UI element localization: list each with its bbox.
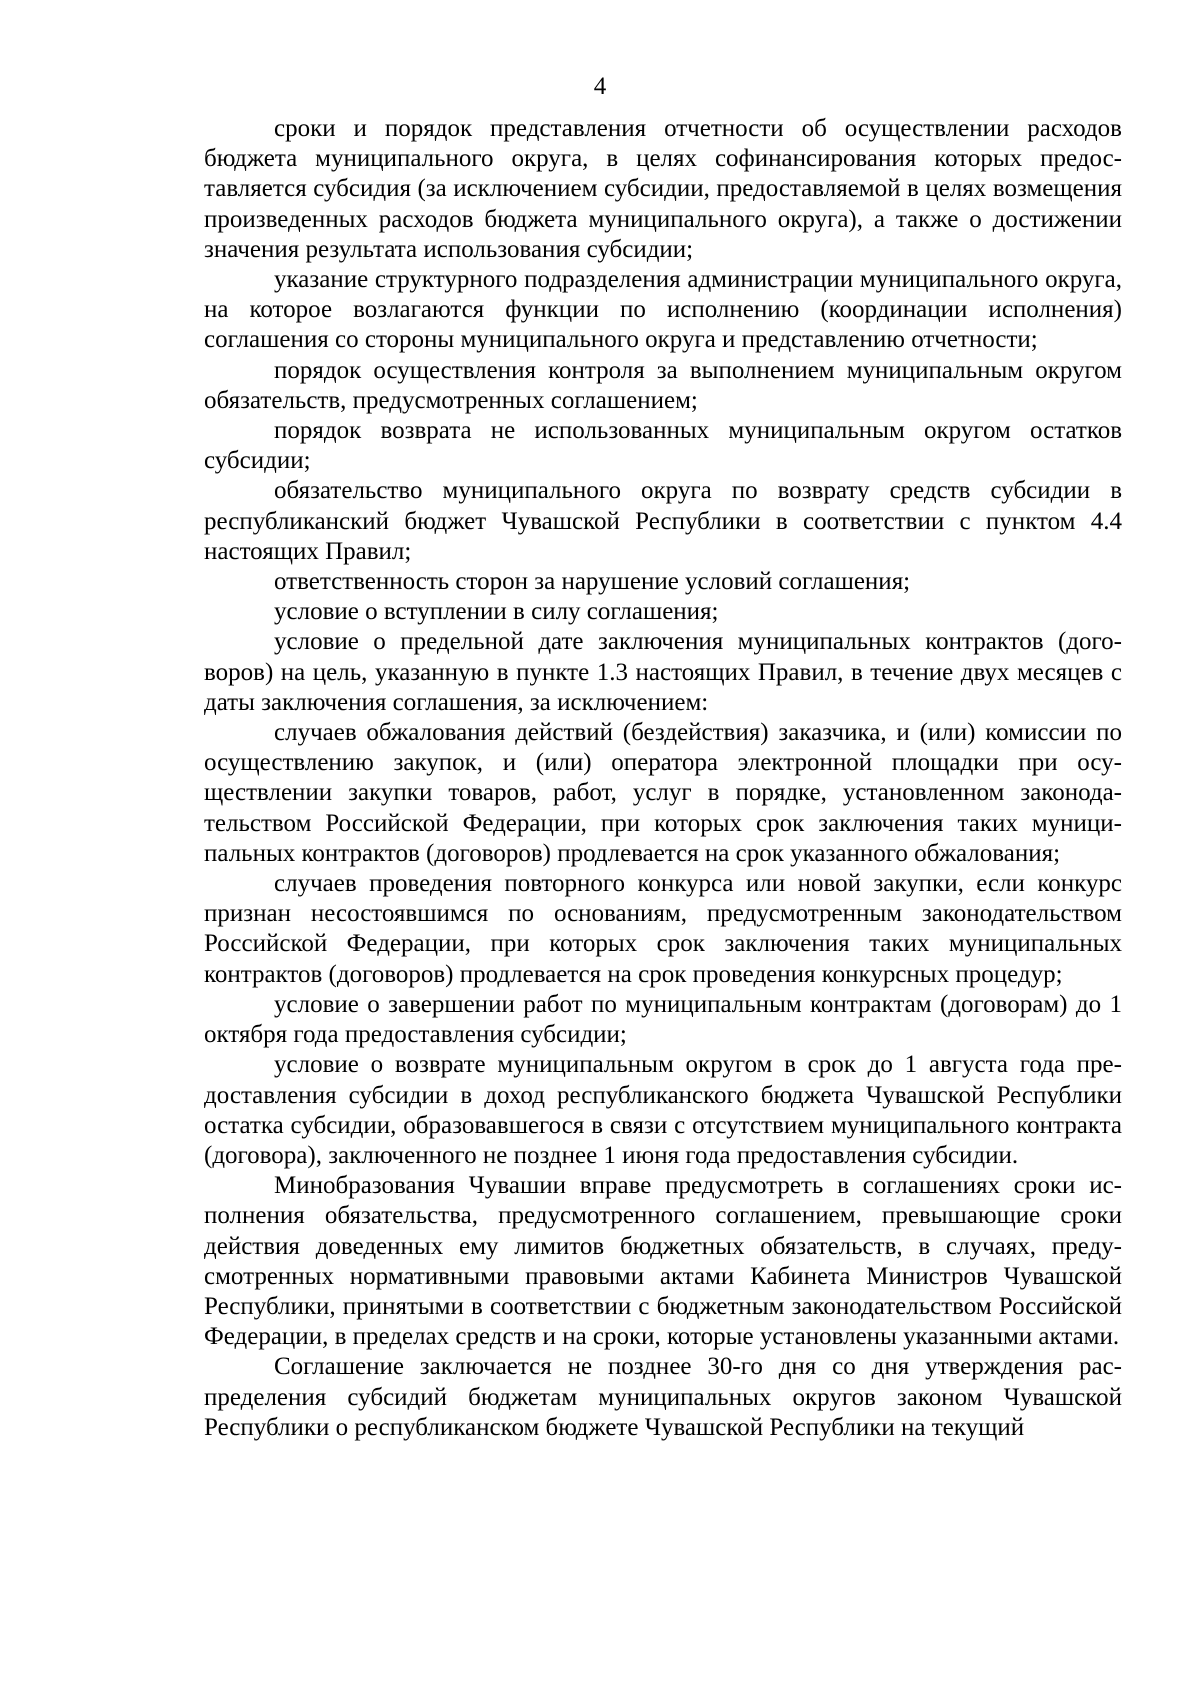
paragraph-works-completion: условие о завершении работ по муниципальным контрактам (договорам) до 1 октября года предоставления субсидии; [204,990,1122,1049]
paragraph-return-obligation: обязательство муниципального округа по возврату средств субсидии в республиканский бюджет Чувашской Республики в соответствии с пунктом 4.4 настоящих Правил; [204,477,1122,565]
page-number: 4 [593,73,607,100]
paragraph-ministry-right: Минобразования Чувашии вправе предусмотреть в соглашениях сроки исполнения обязательства, предусмотренного соглашением, превышающие сроки действия доведенных ему лимитов бюджетных обязательств, в случаях, предусмотренных нормативными правовыми актами Кабинета Министров Чувашской Республики, принятыми в соответствии с бюджетным законодательством Российской Федерации, в пределах средств и на сроки, которые установлены указанными актами. [204,1172,1122,1351]
paragraph-liability: ответственность сторон за нарушение условий соглашения; [274,568,911,596]
paragraph-appeal-cases: случаев обжалования действий (бездействия) заказчика, и (или) комиссии по осуществлению закупок, и (или) оператора электронной площадки при осуществлении закупки товаров, работ, услуг в порядке, установленном законодательством Российской Федерации, при которых срок заключения таких муниципальных контрактов (договоров) продлевается на срок указанного обжалования; [204,719,1122,867]
paragraph-remainder-return: условие о возврате муниципальным округом в срок до 1 августа года предоставления субсидии в доход республиканского бюджета Чувашской Республики остатка субсидии, образовавшегося в связи с отсутствием муниципального контракта (договора), заключенного не позднее 1 июня года предоставления субсидии. [204,1051,1122,1169]
paragraph-entry-into-force: условие о вступлении в силу соглашения; [274,598,719,626]
paragraph-return-procedure: порядок возврата не использованных муниципальным округом остатков субсидии; [204,417,1122,475]
paragraph-reporting-terms: сроки и порядок представления отчетности об осуществлении расходов бюджета муниципального округа, в целях софинансирования которых предоставляется субсидия (за исключением субсидии, предоставляемой в целях возмещения произведенных расходов бюджета муниципального округа), а также о достижении значения результата использования субсидии; [204,115,1122,263]
paragraph-agreement-deadline: Соглашение заключается не позднее 30-го дня со дня утверждения распределения субсидий бюджетам муниципальных округов законом Чувашской Республики о республиканском бюджете Чувашской Республики на текущий [204,1353,1122,1441]
paragraph-control-procedure: порядок осуществления контроля за выполнением муниципальным округом обязательств, предусмотренных соглашением; [204,356,1122,414]
document-body [204,114,1122,1443]
paragraph-contract-deadline: условие о предельной дате заключения муниципальных контрактов (договоров) на цель, указанную в пункте 1.3 настоящих Правил, в течение двух месяцев с даты заключения соглашения, за исключением: [204,628,1122,716]
paragraph-repeat-tender-cases: случаев проведения повторного конкурса или новой закупки, если конкурс признан несостоявшимся по основаниям, предусмотренным законодательством Российской Федерации, при которых срок заключения таких муниципальных контрактов (договоров) продлевается на срок проведения конкурсных процедур; [204,870,1122,988]
paragraph-structural-unit: указание структурного подразделения администрации муниципального округа, на которое возлагаются функции по исполнению (координации исполнения) соглашения со стороны муниципального округа и представлению отчетности; [204,266,1122,354]
